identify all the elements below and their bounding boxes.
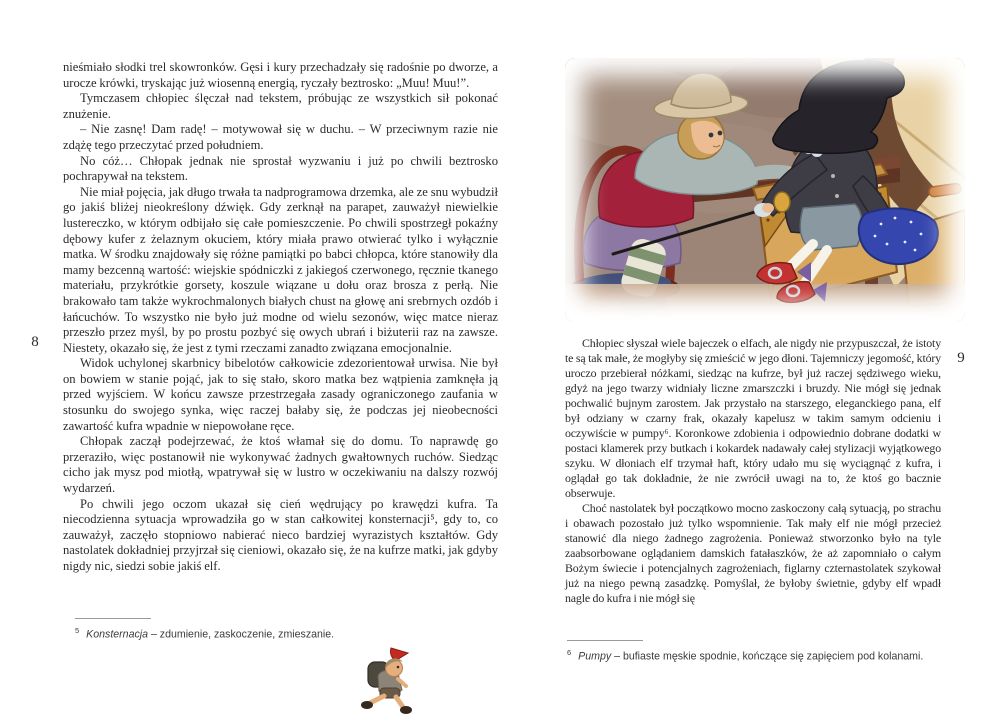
paragraph: nieśmiało słodki trel skowronków. Gęsi i kury przechadzały się radośnie po dworze, a urocze krówki, tryskając już wiosenną energią, ryczały beztrosko: „Muu! Muu!”.	[63, 60, 498, 90]
footnote-marker-left: 5	[75, 626, 80, 635]
floor	[565, 284, 965, 322]
page-number-left: 8	[31, 334, 39, 350]
blue-embroidered-fabric	[859, 208, 938, 264]
footnote-term-left: Konsternacja	[86, 628, 149, 641]
paragraph: Tymczasem chłopiec ślęczał nad tekstem, próbując ze wszystkich sił pokonać znużenie.	[63, 91, 498, 121]
left-page-text	[63, 60, 498, 575]
gnome-svg	[360, 646, 420, 716]
paragraph: Po chwili jego oczom ukazał się cień wędrujący po krawędzi kufra. Ta niecodzienna sytuacja wprowadziła go w stan całkowitej konsternacji⁵, gdy to, co zauważył, zaczęło stopniowo nabierać nieco bardziej wyrazistych kształtów. Gdy nastolatek dokładniej przyjrzał się cieniowi, okazało się, że na kufrze matki, jak gdyby nigdy nic, siedzi sobie jakiś elf.	[63, 496, 498, 573]
paragraph: Widok uchylonej skarbnicy bibelotów całkowicie zdezorientował urwisa. Nie był on bowiem w stanie pojąć, jak to się stało, skoro matka bez wątpienia zamknęła ją przed wyjściem. W końcu zawsze przestrzegała zasady ograniczonego zaufania w stosunku do swojego synka, więc raczej bałaby się, że podczas jej nieobecności zawartość kufra wpadnie w niepowołane ręce.	[63, 356, 498, 433]
illustration-elf-on-chest	[565, 58, 965, 322]
elf-illustration-svg	[565, 58, 965, 322]
paragraph: Chłopak zaczął podejrzewać, że ktoś włamał się do domu. To naprawdę go przeraziło, więc postanowił nie wykonywać żadnych gwałtownych ruchów. Siedząc cicho jak mysz pod miotłą, wpatrywał się w lustro w oczekiwaniu na dalszy rozwój wydarzeń.	[63, 434, 498, 496]
paragraph: Choć nastolatek był początkowo mocno zaskoczony całą sytuacją, po strachu i obawach pozostało już tylko wspomnienie. Tak mały elf nie mógł przecież stanowić dla niego żadnego zagrożenia. Ponieważ stworzonko było na tyle zaabsorbowane oglądaniem damskich fatałaszków, że aż zapomniało o całym Bożym świecie i potencjalnych zagrożeniach, figlarny czternastolatek szykował już na niego pewną zasadzkę. Pomyślał, że byłoby świetnie, gdyby elf wpadł nagle do kufra i nie mógł się	[565, 501, 941, 605]
paragraph: No cóż… Chłopak jednak nie sprostał wyzwaniu i już po chwili beztrosko pochrapywał na tekstem.	[63, 153, 498, 184]
footnote-term-right: Pumpy	[578, 650, 612, 663]
footnote-right	[567, 640, 967, 664]
page-number-right: 9	[957, 350, 965, 366]
footnote-divider-right	[567, 640, 643, 641]
footnote-text-right: – bufiaste męskie spodnie, kończące się zapięciem pod kolanami.	[614, 650, 924, 663]
paragraph: Nie miał pojęcia, jak długo trwała ta nadprogramowa drzemka, ale ze snu wybudził go jakiś bliżej nieokreślony dźwięk. Gdy zerknął na parapet, zauważył niewielkie lustereczko, w którym odbijało się całe pomieszczenie. Po chwili spostrzegł pokaźny dębowy kufer z żelaznym okuciem, który miała prawo otwierać tylko i wyłącznie matka. W środku znajdowały się różne pamiątki po babci chłopca, które stanowiły dla mamy bezcenną wartość: wiejskie spódniczki z jakiegoś czerwonego, ręcznie tkanego materiału, przykrótkie gorsety, koszule wiązane u dołu oraz brosza z perłą. Nie brakowało tam także wykrochmalonych białych chust na głowę ani srebrnych ozdób i łańcuchów. To wszystko nie było już modne od wielu sezonów, więc matce nieraz przeszło przez myśl, by po prostu pozbyć się owych ubrań i biżuterii raz na zawsze. Niestety, okazało się, że jest z tymi rzeczami zanadto związana emocjonalnie.	[63, 184, 498, 355]
footnote-divider-left	[75, 618, 151, 619]
illustration-running-gnome	[360, 646, 420, 716]
footnote-marker-right: 6	[567, 648, 572, 657]
right-page-text	[565, 336, 941, 606]
footnote-left	[75, 618, 495, 642]
paragraph: Chłopiec słyszał wiele bajeczek o elfach, ale nigdy nie przypuszczał, że istoty te są tak małe, że mogłyby się zmieścić w jego dłoni. Tajemniczy jegomość, który uroczo przebierał nóżkami, siedząc na kufrze, był już raczej sędziwego wieku, gdyż na jego twarzy widniały liczne zmarszczki i bruzdy. Nie mógł się jednak pochwalić bujnym zarostem. Jak przystało na starszego, eleganckiego pana, elf był odziany w czarny frak, okazały kapelusz w takim samym odcieniu i oczywiście w pumpy⁶. Koronkowe zdobienia i odpowiednio dobrane dodatki w postaci klamerek przy butkach i kokardek nadawały całej stylizacji wyjątkowego szyku. W dłoniach elf trzymał haft, który udało mu się wyciągnąć z kufra, i oglądał go tak dokładnie, że nie zwrócił uwagi na to, że ktoś go bacznie obserwuje.	[565, 336, 941, 500]
paragraph: – Nie zasnę! Dam radę! – motywował się w duchu. – W przeciwnym razie nie zdążę tego przeczytać przed południem.	[63, 122, 498, 152]
footnote-text-left: – zdumienie, zaskoczenie, zmieszanie.	[150, 628, 335, 641]
